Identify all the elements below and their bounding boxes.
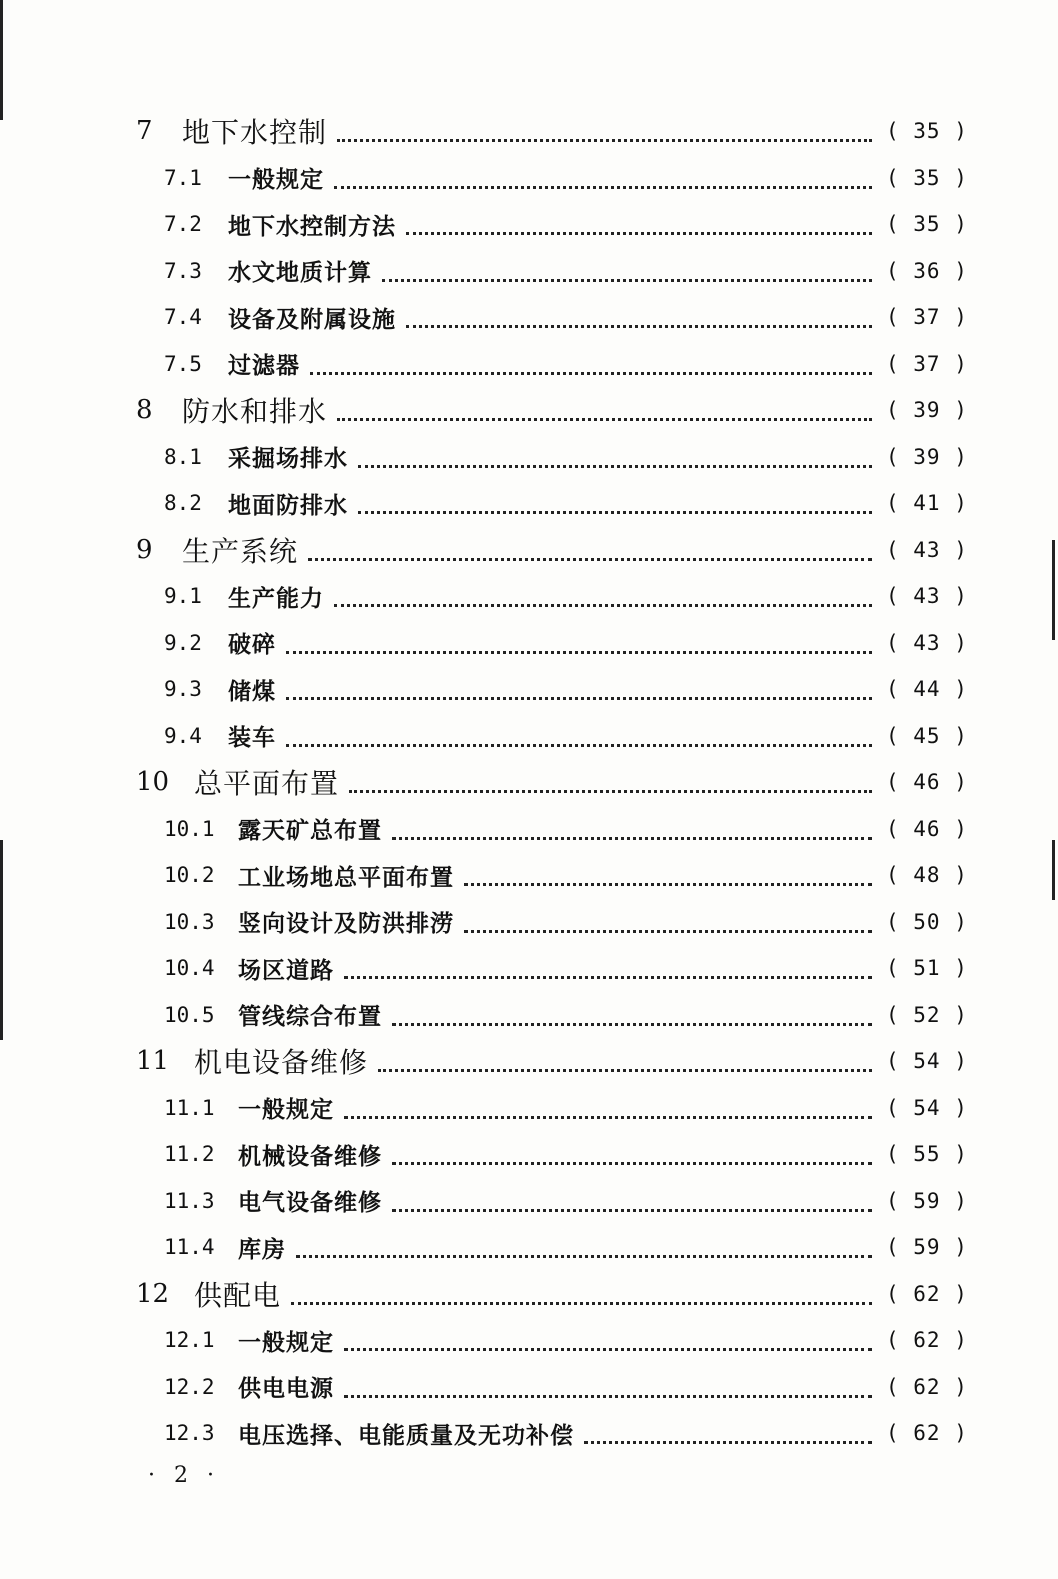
toc-dot-leader [286,651,872,654]
toc-entry-page: ( 51 ) [886,956,968,981]
toc-chapter-row[interactable] [0,108,1058,155]
toc-entry-page: ( 59 ) [886,1235,968,1260]
toc-dot-leader [296,1255,872,1258]
toc-section-row[interactable] [0,434,1058,481]
toc-entry-title: 电气设备维修 [238,1189,382,1217]
toc-section-row[interactable] [0,899,1058,946]
toc-section-row[interactable] [0,620,1058,667]
toc-entry-number: 8.1 [164,444,202,469]
toc-entry-page: ( 62 ) [886,1374,968,1399]
toc-dot-leader [286,697,872,700]
toc-entry-page: ( 43 ) [886,630,968,655]
toc-entry-number: 12.1 [164,1328,215,1353]
toc-entry-title: 一般规定 [238,1096,334,1124]
toc-section-row[interactable] [0,1085,1058,1132]
toc-entry-title: 机械设备维修 [238,1142,382,1170]
toc-section-row[interactable] [0,1131,1058,1178]
toc-entry-title: 装车 [228,724,276,752]
toc-entry-title: 生产系统 [182,534,299,568]
toc-entry-title: 场区道路 [238,956,334,984]
toc-entry-title: 竖向设计及防洪排涝 [238,910,454,938]
toc-entry-title: 一般规定 [228,166,324,194]
toc-entry-title: 地下水控制方法 [228,212,396,240]
toc-dot-leader [344,976,872,979]
toc-dot-leader [344,1395,872,1398]
toc-section-row[interactable] [0,573,1058,620]
toc-section-row[interactable] [0,806,1058,853]
toc-entry-title: 过滤器 [228,352,300,380]
toc-chapter-row[interactable] [0,1038,1058,1085]
toc-entry-page: ( 35 ) [886,165,968,190]
toc-dot-leader [337,139,872,142]
toc-chapter-row[interactable] [0,387,1058,434]
toc-entry-page: ( 59 ) [886,1188,968,1213]
toc-section-row[interactable] [0,248,1058,295]
toc-dot-leader [286,744,872,747]
toc-dot-leader [310,372,872,375]
toc-entry-page: ( 46 ) [886,770,968,795]
toc-entry-page: ( 50 ) [886,909,968,934]
toc-entry-title: 生产能力 [228,584,324,612]
toc-entry-page: ( 35 ) [886,212,968,237]
toc-dot-leader [406,325,872,328]
toc-entry-page: ( 48 ) [886,863,968,888]
toc-dot-leader [334,186,872,189]
toc-chapter-row[interactable] [0,527,1058,574]
toc-entry-number: 7 [136,116,153,147]
toc-entry-page: ( 43 ) [886,537,968,562]
toc-entry-number: 7.4 [164,305,202,330]
toc-entry-number: 9.1 [164,584,202,609]
toc-entry-page: ( 62 ) [886,1281,968,1306]
toc-section-row[interactable] [0,945,1058,992]
toc-dot-leader [358,511,872,514]
toc-dot-leader [344,1116,872,1119]
toc-dot-leader [308,558,872,561]
toc-section-row[interactable] [0,201,1058,248]
toc-entry-number: 12 [136,1278,170,1309]
toc-entry-title: 防水和排水 [182,395,328,429]
toc-entry-number: 7.5 [164,351,202,376]
toc-entry-number: 12.2 [164,1374,215,1399]
toc-entry-number: 8.2 [164,491,202,516]
toc-dot-leader [378,1069,872,1072]
toc-dot-leader [344,1348,872,1351]
toc-entry-number: 8 [136,395,153,426]
toc-dot-leader [584,1441,872,1444]
toc-entry-number: 10.4 [164,956,215,981]
scan-edge-mark [0,0,3,120]
toc-entry-number: 10.2 [164,863,215,888]
toc-chapter-row[interactable] [0,1271,1058,1318]
toc-chapter-row[interactable] [0,759,1058,806]
toc-entry-number: 11.1 [164,1095,215,1120]
toc-entry-number: 12.3 [164,1421,215,1446]
toc-section-row[interactable] [0,1224,1058,1271]
toc-dot-leader [334,604,872,607]
toc-section-row[interactable] [0,713,1058,760]
toc-section-row[interactable] [0,155,1058,202]
toc-section-row[interactable] [0,992,1058,1039]
toc-entry-number: 7.1 [164,165,202,190]
toc-entry-title: 采掘场排水 [228,445,348,473]
toc-section-row[interactable] [0,1410,1058,1457]
toc-dot-leader [392,1162,872,1165]
toc-entry-number: 7.3 [164,258,202,283]
toc-entry-page: ( 62 ) [886,1328,968,1353]
toc-entry-page: ( 52 ) [886,1002,968,1027]
toc-section-row[interactable] [0,341,1058,388]
toc-entry-title: 破碎 [228,631,276,659]
table-of-contents [0,108,1058,1457]
toc-dot-leader [406,232,872,235]
toc-section-row[interactable] [0,1317,1058,1364]
toc-entry-page: ( 36 ) [886,258,968,283]
toc-entry-number: 11.4 [164,1235,215,1260]
toc-entry-page: ( 45 ) [886,723,968,748]
toc-dot-leader [291,1302,872,1305]
toc-entry-page: ( 46 ) [886,816,968,841]
toc-dot-leader [358,465,872,468]
toc-entry-title: 供配电 [194,1278,282,1312]
toc-entry-number: 10.5 [164,1002,215,1027]
toc-section-row[interactable] [0,294,1058,341]
toc-entry-title: 地面防排水 [228,491,348,519]
toc-dot-leader [337,418,872,421]
toc-entry-page: ( 62 ) [886,1421,968,1446]
toc-entry-title: 管线综合布置 [238,1003,382,1031]
toc-entry-title: 水文地质计算 [228,259,372,287]
toc-entry-title: 库房 [238,1235,286,1263]
toc-entry-title: 供电电源 [238,1375,334,1403]
toc-entry-title: 设备及附属设施 [228,305,396,333]
toc-dot-leader [392,1023,872,1026]
toc-entry-title: 露天矿总布置 [238,817,382,845]
toc-entry-page: ( 41 ) [886,491,968,516]
toc-section-row[interactable] [0,666,1058,713]
toc-entry-number: 10.3 [164,909,215,934]
toc-entry-number: 10.1 [164,816,215,841]
toc-entry-number: 9.3 [164,677,202,702]
toc-entry-title: 储煤 [228,677,276,705]
toc-entry-page: ( 54 ) [886,1095,968,1120]
toc-entry-page: ( 44 ) [886,677,968,702]
toc-entry-page: ( 35 ) [886,119,968,144]
toc-entry-number: 11.2 [164,1142,215,1167]
toc-section-row[interactable] [0,1364,1058,1411]
toc-entry-number: 9 [136,534,153,565]
toc-section-row[interactable] [0,1178,1058,1225]
toc-entry-number: 7.2 [164,212,202,237]
toc-dot-leader [382,279,872,282]
toc-section-row[interactable] [0,480,1058,527]
toc-entry-title: 总平面布置 [194,767,340,801]
toc-entry-title: 地下水控制 [182,116,328,150]
toc-entry-page: ( 37 ) [886,351,968,376]
toc-entry-title: 电压选择、电能质量及无功补偿 [238,1421,574,1449]
toc-dot-leader [349,790,872,793]
toc-entry-page: ( 37 ) [886,305,968,330]
toc-dot-leader [392,837,872,840]
toc-section-row[interactable] [0,852,1058,899]
toc-entry-number: 10 [136,767,170,798]
toc-entry-title: 工业场地总平面布置 [238,863,454,891]
toc-dot-leader [392,1209,872,1212]
toc-entry-page: ( 39 ) [886,444,968,469]
toc-entry-number: 11.3 [164,1188,215,1213]
toc-entry-number: 11 [136,1046,170,1077]
toc-entry-page: ( 39 ) [886,398,968,423]
toc-entry-number: 9.2 [164,630,202,655]
toc-dot-leader [464,930,872,933]
page-number: · 2 · [148,1463,220,1488]
toc-dot-leader [464,883,872,886]
toc-entry-page: ( 43 ) [886,584,968,609]
toc-entry-title: 机电设备维修 [194,1046,369,1080]
toc-entry-page: ( 55 ) [886,1142,968,1167]
toc-entry-page: ( 54 ) [886,1049,968,1074]
toc-entry-number: 9.4 [164,723,202,748]
toc-entry-title: 一般规定 [238,1328,334,1356]
